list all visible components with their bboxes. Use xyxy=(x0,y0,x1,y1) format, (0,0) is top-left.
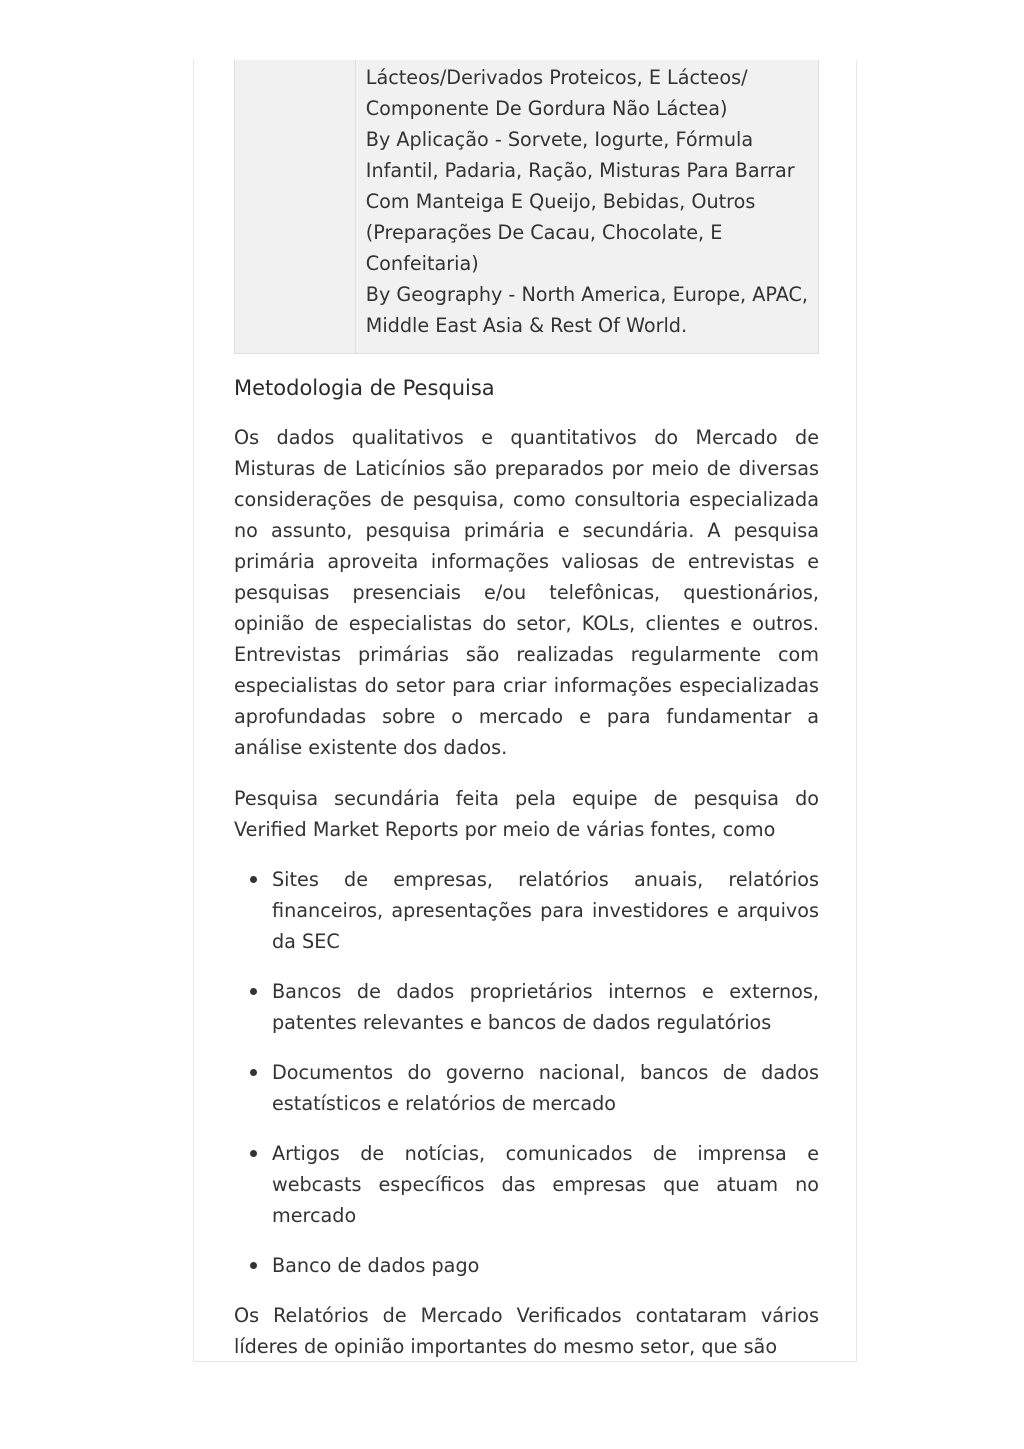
segmentation-table xyxy=(234,60,819,354)
segment-text-line: Lácteos/Derivados Proteicos, E Lácteos/ xyxy=(365,66,748,89)
report-content xyxy=(234,60,819,1362)
table-label-cell xyxy=(235,60,356,354)
secondary-research-paragraph: Pesquisa secundária feita pela equipe de pesquisa do Verified Market Reports por meio de várias fontes, como xyxy=(234,787,819,841)
sources-list xyxy=(234,864,819,1281)
segment-text-line: (Preparações De Cacau, Chocolate, E xyxy=(365,221,723,244)
bullet-icon xyxy=(250,988,257,995)
bullet-icon xyxy=(250,1262,257,1269)
list-item-text: Documentos do governo nacional, bancos de dados estatísticos e relatórios de mercado xyxy=(272,1061,819,1115)
list-item-text: Bancos de dados proprietários internos e externos, patentes relevantes e bancos de dados regulatórios xyxy=(272,980,819,1034)
list-item-text: Sites de empresas, relatórios anuais, relatórios financeiros, apresentações para investidores e arquivos da SEC xyxy=(272,868,819,953)
list-item xyxy=(272,1138,819,1231)
list-item xyxy=(272,1057,819,1119)
report-card xyxy=(193,60,857,1362)
table-description-cell xyxy=(355,60,818,354)
list-item xyxy=(272,864,819,957)
bullet-icon xyxy=(250,1150,257,1157)
segment-text-line: By Geography - North America, Europe, APAC, xyxy=(365,283,808,306)
bullet-icon xyxy=(250,876,257,883)
segment-text-line: Middle East Asia & Rest Of World. xyxy=(365,314,688,337)
segment-text-line: Componente De Gordura Não Láctea) xyxy=(365,97,728,120)
list-item xyxy=(272,976,819,1038)
methodology-paragraph: Os dados qualitativos e quantitativos do Mercado de Misturas de Laticínios são preparados por meio de diversas considerações de pesquisa, como consultoria especializada no assunto, pesquisa primária e secundária. A pesquisa primária aproveita informações valiosas de entrevistas e pesquisas presenciais e/ou telefônicas, questionários, opinião de especialistas do setor, KOLs, clientes e outros. Entrevistas primárias são realizadas regularmente com especialistas do setor para criar informações especializadas aprofundadas sobre o mercado e para fundamentar a análise existente dos dados. xyxy=(234,426,819,759)
list-item-text: Artigos de notícias, comunicados de imprensa e webcasts específicos das empresas que atuam no mercado xyxy=(272,1142,819,1227)
segment-text-line: Confeitaria) xyxy=(365,252,479,275)
key-opinion-leaders-paragraph: Os Relatórios de Mercado Verificados contataram vários líderes de opinião importantes do mesmo setor, que são xyxy=(234,1304,819,1358)
segment-text-line: Infantil, Padaria, Ração, Misturas Para Barrar xyxy=(365,159,795,182)
segment-text-line: By Aplicação - Sorvete, Iogurte, Fórmula xyxy=(365,128,754,151)
segment-text-line: Com Manteiga E Queijo, Bebidas, Outros xyxy=(365,190,756,213)
list-item-text: Banco de dados pago xyxy=(272,1254,480,1277)
table-row xyxy=(235,60,819,354)
bullet-icon xyxy=(250,1069,257,1076)
methodology-heading: Metodologia de Pesquisa xyxy=(234,376,495,400)
list-item xyxy=(272,1250,819,1281)
